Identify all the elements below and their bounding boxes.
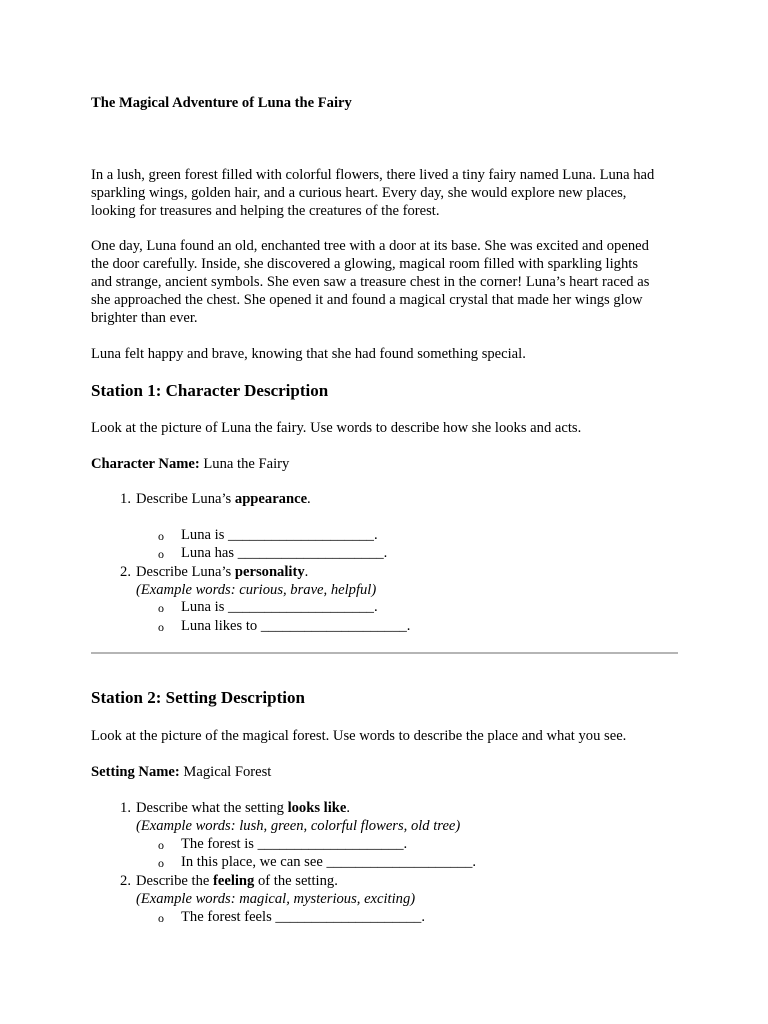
character-name-line bbox=[91, 455, 691, 473]
setting-name-label: Setting Name: bbox=[91, 764, 180, 780]
story-paragraph-2 bbox=[91, 237, 691, 327]
character-name-label: Character Name: bbox=[91, 456, 200, 472]
question-text: Describe what the setting bbox=[136, 800, 288, 816]
question-number: 1. bbox=[120, 491, 131, 507]
setting-name-value: Magical Forest bbox=[179, 764, 272, 780]
question-text: of the setting. bbox=[254, 873, 338, 889]
text-line: and strange, ancient symbols. She even saw a treasure chest in the corner! Luna’s heart raced as bbox=[91, 274, 650, 290]
question-number: 2. bbox=[120, 564, 131, 580]
station-1-question-1 bbox=[136, 490, 311, 508]
question-text: Describe Luna’s bbox=[136, 564, 235, 580]
station-1-heading: Station 1: Character Description bbox=[91, 381, 329, 400]
question-number: 1. bbox=[120, 800, 131, 816]
answer-blank: The forest feels ____________________. bbox=[181, 909, 425, 925]
text-line: the door carefully. Inside, she discovered a glowing, magical room filled with sparkling lights bbox=[91, 256, 638, 272]
station-2-heading: Station 2: Setting Description bbox=[91, 688, 305, 707]
bullet-icon: o bbox=[158, 620, 164, 634]
example-words: (Example words: curious, brave, helpful) bbox=[136, 582, 377, 598]
station-2-instruction: Look at the picture of the magical forest. Use words to describe the place and what you see. bbox=[91, 728, 627, 744]
answer-blank: In this place, we can see ____________________. bbox=[181, 854, 477, 870]
station-2-question-1 bbox=[136, 799, 350, 817]
section-divider bbox=[91, 652, 678, 654]
answer-blank: Luna likes to ____________________. bbox=[181, 618, 411, 634]
answer-blank: Luna is ____________________. bbox=[181, 599, 378, 615]
question-text: Describe Luna’s bbox=[136, 491, 235, 507]
story-paragraph-1 bbox=[91, 166, 691, 220]
setting-name-line bbox=[91, 763, 691, 781]
question-text: . bbox=[346, 800, 351, 816]
text-line: One day, Luna found an old, enchanted tree with a door at its base. She was excited and opened bbox=[91, 238, 649, 254]
question-text: . bbox=[307, 491, 311, 507]
answer-blank: Luna has ____________________. bbox=[181, 545, 388, 561]
text-line: sparkling wings, golden hair, and a curious heart. Every day, she would explore new places, bbox=[91, 185, 627, 201]
text-line: looking for treasures and helping the creatures of the forest. bbox=[91, 203, 440, 219]
bullet-icon: o bbox=[158, 547, 164, 561]
character-name-value: Luna the Fairy bbox=[199, 456, 290, 472]
question-number: 2. bbox=[120, 873, 131, 889]
bullet-icon: o bbox=[158, 838, 164, 852]
question-keyword: personality bbox=[234, 564, 305, 580]
bullet-icon: o bbox=[158, 529, 164, 543]
answer-blank: The forest is ____________________. bbox=[181, 836, 408, 852]
example-words: (Example words: lush, green, colorful flowers, old tree) bbox=[136, 818, 461, 834]
example-words: (Example words: magical, mysterious, exciting) bbox=[136, 891, 416, 907]
page-title: The Magical Adventure of Luna the Fairy bbox=[91, 95, 352, 111]
question-text: Describe the bbox=[136, 873, 213, 889]
text-line: In a lush, green forest filled with colorful flowers, there lived a tiny fairy named Luna. Luna had bbox=[91, 167, 655, 183]
bullet-icon: o bbox=[158, 601, 164, 615]
text-line: she approached the chest. She opened it and found a magical crystal that made her wings glow bbox=[91, 292, 643, 308]
bullet-icon: o bbox=[158, 911, 164, 925]
station-2-question-2 bbox=[136, 872, 338, 890]
bullet-icon: o bbox=[158, 856, 164, 870]
story-paragraph-3: Luna felt happy and brave, knowing that she had found something special. bbox=[91, 346, 526, 362]
answer-blank: Luna is ____________________. bbox=[181, 527, 378, 543]
text-line: brighter than ever. bbox=[91, 310, 198, 326]
question-keyword: appearance bbox=[234, 491, 308, 507]
question-keyword: looks like bbox=[287, 800, 347, 816]
question-keyword: feeling bbox=[213, 873, 255, 889]
question-text: . bbox=[304, 564, 309, 580]
station-1-instruction: Look at the picture of Luna the fairy. Use words to describe how she looks and acts. bbox=[91, 420, 582, 436]
station-1-question-2 bbox=[136, 563, 308, 581]
